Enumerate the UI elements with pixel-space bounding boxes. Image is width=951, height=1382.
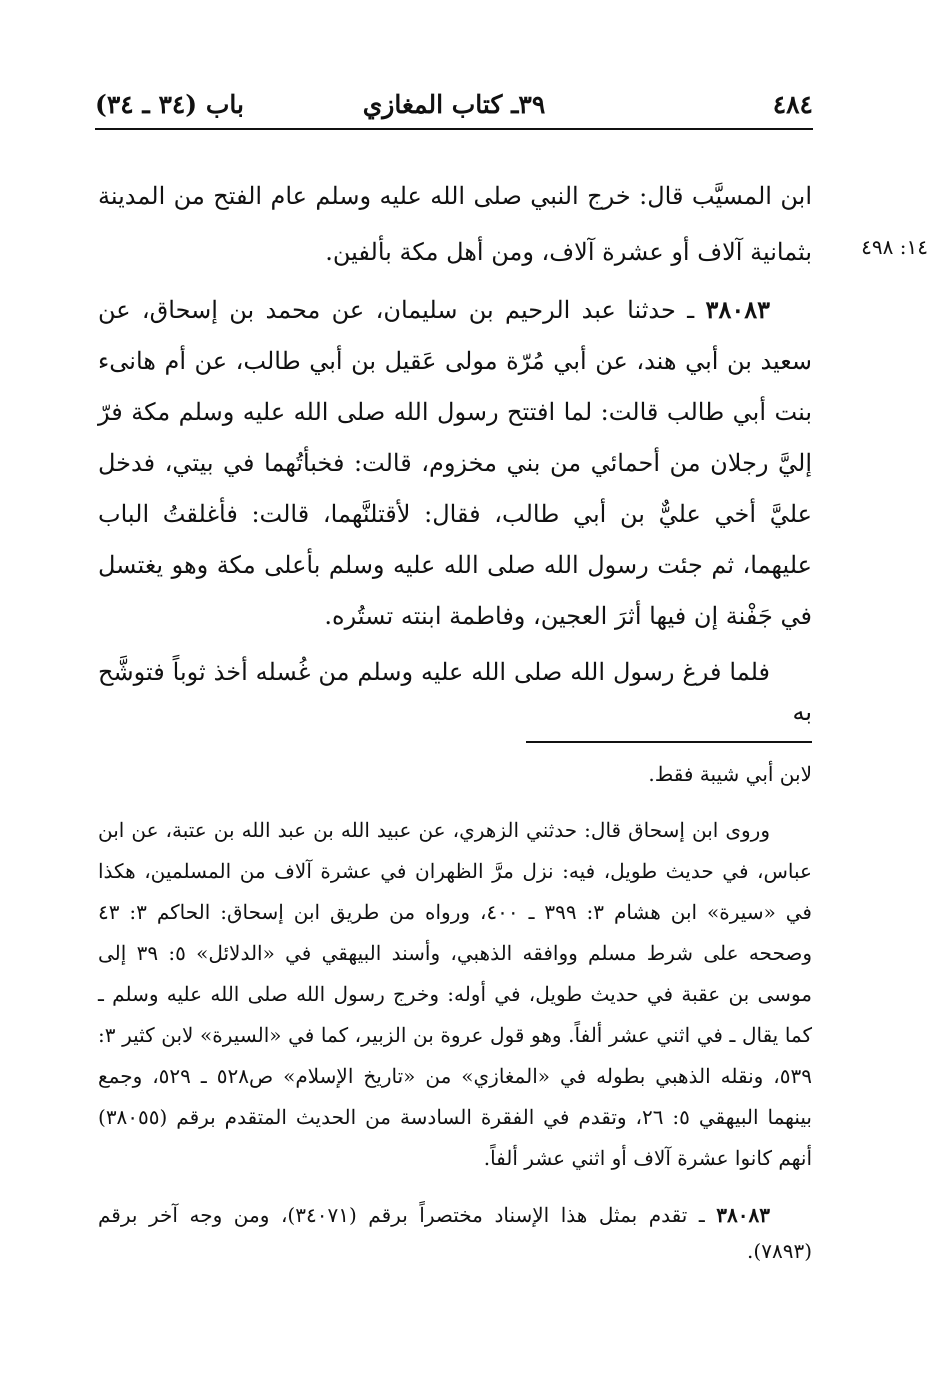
footnote-3-number: ٣٨٠٨٣ xyxy=(716,1203,770,1227)
footnote-1: لابن أبي شيبة فقط. xyxy=(648,762,812,786)
footnote-3 xyxy=(98,1197,812,1269)
page-number: ٤٨٤ xyxy=(772,90,813,119)
footnote-3-text: ـ تقدم بمثل هذا الإسناد مختصراً برقم (٣٤٠٧١)، ومن وجه آخر برقم (٧٨٩٣). xyxy=(98,1203,812,1263)
body-paragraph-3: فلما فرغ رسول الله صلى الله عليه وسلم من غُسله أخذ ثوباً فتوشَّح به xyxy=(98,658,812,726)
footnote-rule xyxy=(526,741,812,743)
running-header xyxy=(95,88,813,128)
hadith-number: ٣٨٠٨٣ xyxy=(705,295,770,324)
margin-reference: ١٤: ٤٩٨ xyxy=(861,235,928,259)
hadith-paragraph xyxy=(98,284,812,642)
body-paragraph-1: ابن المسيَّب قال: خرج النبي صلى الله عليه وسلم عام الفتح من المدينة بثمانية آلاف أو عشرة آلاف، ومن أهل مكة بألفين. xyxy=(98,182,812,266)
chapter-range: باب (٣٤ ـ ٣٤) xyxy=(95,90,244,119)
footnote-2: وروى ابن إسحاق قال: حدثني الزهري، عن عبيد الله بن عبد الله بن عتبة، عن ابن عباس، في حديث طويل، فيه: نزل مرَّ الظهران في عشرة آلاف من المسلمين، هكذا في «سيرة» ابن هشام ٣: ٣٩٩ ـ ٤٠٠، ورواه من طريق ابن إسحاق: الحاكم ٣: ٤٣ وصححه على شرط مسلم ووافقه الذهبي، وأسند البيهقي في «الدلائل» ٥: ٣٩ إلى موسى بن عقبة في حديث طويل، في أوله: وخرج رسول الله صلى الله عليه وسلم ـ كما يقال ـ في اثني عشر ألفاً. وهو قول عروة بن الزبير، كما في «السيرة» لابن كثير ٣: ٥٣٩، ونقله الذهبي بطوله في «المغازي» من «تاريخ الإسلام» ص٥٢٨ ـ ٥٢٩، وجمع بينهما البيهقي ٥: ٢٦، وتقدم في الفقرة السادسة من الحديث المتقدم برقم (٣٨٠٥٥) أنهم كانوا عشرة آلاف أو اثني عشر ألفاً. xyxy=(98,818,813,1170)
book-title: ٣٩ـ كتاب المغازي xyxy=(362,90,546,119)
header-rule xyxy=(95,128,813,130)
hadith-text: ـ حدثنا عبد الرحيم بن سليمان، عن محمد بن إسحاق، عن سعيد بن أبي هند، عن أبي مُرّة مولى عَقيل بن أبي طالب، عن أم هانىء بنت أبي طالب قالت: لما افتتح رسول الله صلى الله عليه وسلم مكة فرّ إليَّ رجلان من أحمائي من بني مخزوم، قالت: فخبأتُهما في بيتي، فدخل عليَّ أخي عليٌّ بن أبي طالب، فقال: لأقتلنَّهما، قالت: فأغلقتُ الباب عليهما، ثم جئت رسول الله صلى الله عليه وسلم بأعلى مكة وهو يغتسل في جَفْنة إن فيها أثرَ العجين، وفاطمة ابنته تستُره. xyxy=(98,296,813,630)
